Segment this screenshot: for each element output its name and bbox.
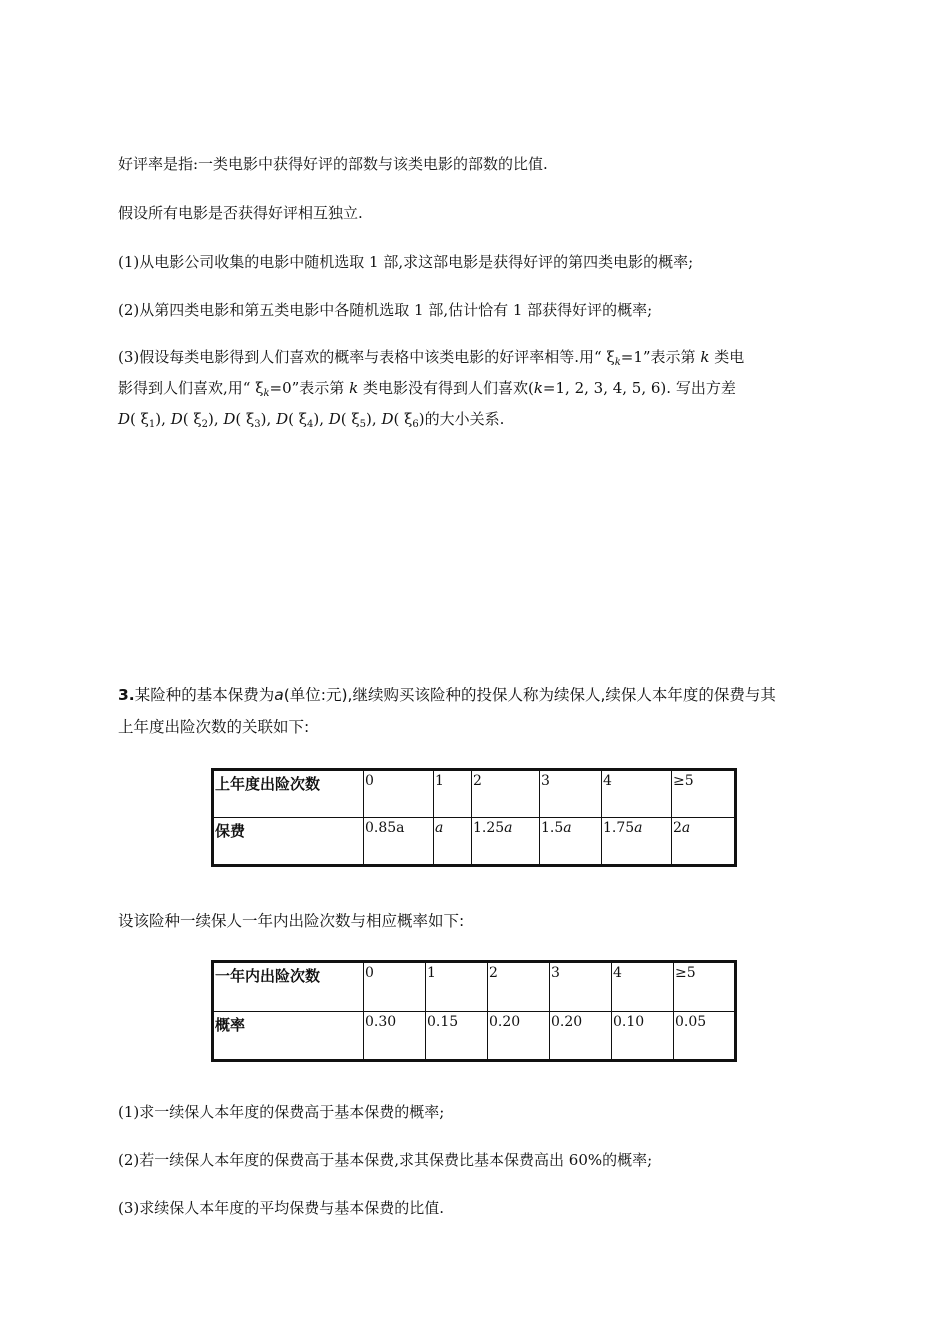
table-cell: 0.20 bbox=[550, 1012, 612, 1061]
question-3-2: (2)若一续保人本年度的保费高于基本保费,求其保费比基本保费高出 60%的概率; bbox=[118, 1151, 653, 1169]
premium-table bbox=[211, 768, 737, 867]
table-cell: 2 bbox=[488, 962, 550, 1012]
probability-table bbox=[211, 960, 737, 1062]
problem-3-intro-line2: 上年度出险次数的关联如下: bbox=[118, 718, 310, 736]
table-row bbox=[213, 962, 736, 1012]
table-cell: 2a bbox=[672, 818, 736, 866]
table-header-cell: 上年度出险次数 bbox=[213, 770, 364, 818]
question-2-3-line1: (3)假设每类电影得到人们喜欢的概率与表格中该类电影的好评率相等.用“ $\xi_k=1$”表示第 k 类电 bbox=[118, 348, 745, 368]
table-cell: 0 bbox=[364, 770, 434, 818]
table-cell: 1.75a bbox=[602, 818, 672, 866]
table-cell: ≥5 bbox=[674, 962, 736, 1012]
question-3-3: (3)求续保人本年度的平均保费与基本保费的比值. bbox=[118, 1199, 445, 1217]
question-3-1: (1)求一续保人本年度的保费高于基本保费的概率; bbox=[118, 1103, 445, 1121]
assumption-text: 假设所有电影是否获得好评相互独立. bbox=[118, 204, 363, 222]
table-cell: 1.5a bbox=[540, 818, 602, 866]
table-header-cell: 保费 bbox=[213, 818, 364, 866]
question-2-1: (1)从电影公司收集的电影中随机选取 1 部,求这部电影是获得好评的第四类电影的概率; bbox=[118, 253, 694, 271]
table-cell: 0.30 bbox=[364, 1012, 426, 1061]
table-cell: ≥5 bbox=[672, 770, 736, 818]
table-cell: 0.85a bbox=[364, 818, 434, 866]
table-cell: 2 bbox=[472, 770, 540, 818]
table-header-cell: 概率 bbox=[213, 1012, 364, 1061]
question-2-3-line2: 影得到人们喜欢,用“ $\xi_k=0$”表示第 k 类电影没有得到人们喜欢(k=1, 2, 3, 4, 5, 6). 写出方差 bbox=[118, 379, 736, 399]
question-2-2: (2)从第四类电影和第五类电影中各随机选取 1 部,估计恰有 1 部获得好评的概率; bbox=[118, 301, 653, 319]
table-cell: 0 bbox=[364, 962, 426, 1012]
probability-intro: 设该险种一续保人一年内出险次数与相应概率如下: bbox=[118, 912, 465, 930]
problem-3-intro-line1: 3.某险种的基本保费为a(单位:元),继续购买该险种的投保人称为续保人,续保人本年度的保费与其 bbox=[118, 686, 776, 704]
table-cell: 3 bbox=[540, 770, 602, 818]
table-row bbox=[213, 818, 736, 866]
table-cell: a bbox=[434, 818, 472, 866]
table-cell: 0.05 bbox=[674, 1012, 736, 1061]
table-cell: 4 bbox=[602, 770, 672, 818]
table-header-cell: 一年内出险次数 bbox=[213, 962, 364, 1012]
table-cell: 1.25a bbox=[472, 818, 540, 866]
table-cell: 0.10 bbox=[612, 1012, 674, 1061]
table-cell: 4 bbox=[612, 962, 674, 1012]
table-cell: 3 bbox=[550, 962, 612, 1012]
table-row bbox=[213, 770, 736, 818]
question-2-3-line3: D( $\xi_1$), D( $\xi_2$), D( $\xi_3$), D( $\xi_4$), D( $\xi_5$), D( $\xi_6$)的大小关系. bbox=[118, 410, 505, 430]
table-cell: 1 bbox=[434, 770, 472, 818]
table-cell: 1 bbox=[426, 962, 488, 1012]
table-cell: 0.15 bbox=[426, 1012, 488, 1061]
table-cell: 0.20 bbox=[488, 1012, 550, 1061]
table-row bbox=[213, 1012, 736, 1061]
definition-text: 好评率是指:一类电影中获得好评的部数与该类电影的部数的比值. bbox=[118, 155, 548, 173]
